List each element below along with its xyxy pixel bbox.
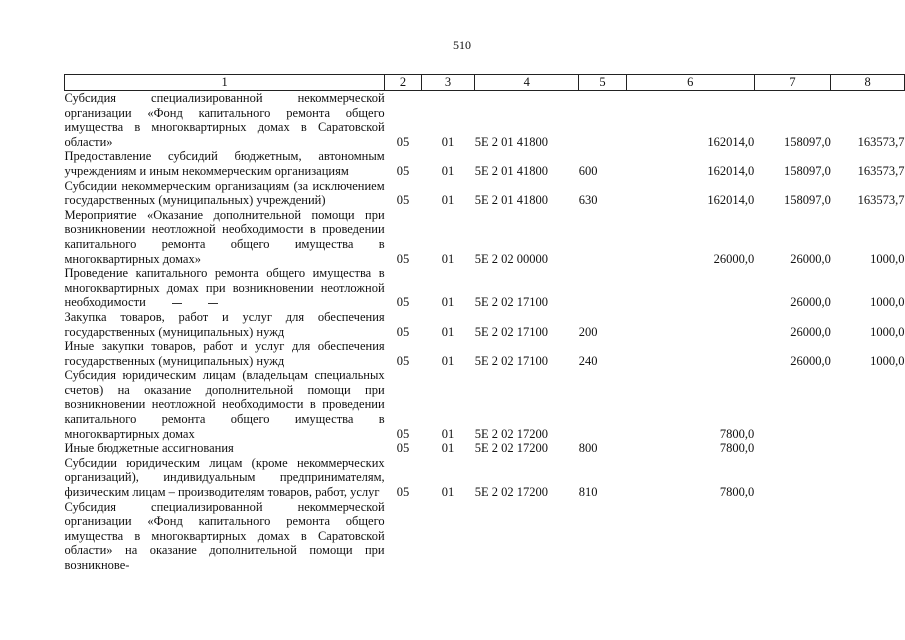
row-value-col7: 26000,0 bbox=[790, 295, 831, 310]
table-row bbox=[65, 91, 905, 150]
row-section: 05 bbox=[396, 353, 410, 368]
row-name-text: Проведение капитального ремонта общего имущества в многоквартирных домах при возникновении неотложной необходимости bbox=[64, 266, 385, 310]
row-section bbox=[385, 500, 422, 573]
budget-table bbox=[64, 74, 905, 573]
row-value-col8 bbox=[831, 500, 905, 573]
row-expense-type bbox=[579, 266, 627, 310]
row-name: Иные закупки товаров, работ и услуг для обеспечения государственных (муниципальных) нужд bbox=[64, 339, 385, 368]
row-value-col8: 163573,7 bbox=[857, 163, 905, 178]
column-header: 4 bbox=[475, 75, 579, 91]
row-subsection: 01 bbox=[441, 353, 455, 368]
row-value-col8: 1000,0 bbox=[870, 324, 905, 339]
table-row bbox=[65, 456, 905, 500]
row-name: Субсидии некоммерческим организациям (за исключением государственных (муниципальных) учреждений) bbox=[64, 178, 385, 208]
row-value-col6: 26000,0 bbox=[713, 251, 755, 266]
row-value-col7: 158097,0 bbox=[783, 163, 831, 178]
table-header-row bbox=[65, 75, 905, 91]
table-row bbox=[65, 441, 905, 456]
row-value-col8: 1000,0 bbox=[870, 251, 905, 266]
table-row bbox=[65, 149, 905, 178]
row-name: Предоставление субсидий бюджетным, автономным учреждениям и иным некоммерческим организациям bbox=[64, 149, 385, 178]
row-value-col6: 162014,0 bbox=[707, 134, 755, 149]
column-header: 2 bbox=[385, 75, 422, 91]
row-value-col6: 162014,0 bbox=[707, 193, 755, 208]
row-value-col6: 7800,0 bbox=[719, 485, 755, 500]
row-section: 05 bbox=[396, 485, 410, 500]
row-value-col8: 163573,7 bbox=[857, 134, 905, 149]
row-expense-type: 600 bbox=[578, 163, 598, 178]
row-expense-type: 800 bbox=[578, 441, 598, 456]
table-row bbox=[65, 368, 905, 441]
row-value-col8 bbox=[831, 368, 905, 441]
row-value-col7 bbox=[754, 500, 831, 573]
table-row bbox=[65, 310, 905, 339]
row-target-article: 5Е 2 02 00000 bbox=[474, 251, 548, 266]
row-value-col8: 163573,7 bbox=[857, 193, 905, 208]
row-subsection: 01 bbox=[441, 163, 455, 178]
row-subsection: 01 bbox=[441, 295, 455, 310]
row-value-col7: 26000,0 bbox=[790, 353, 831, 368]
row-value-col6: 7800,0 bbox=[719, 441, 755, 456]
table-row bbox=[65, 179, 905, 208]
row-section: 05 bbox=[396, 441, 410, 456]
row-subsection: 01 bbox=[441, 193, 455, 208]
row-section: 05 bbox=[396, 134, 410, 149]
column-header: 5 bbox=[579, 75, 627, 91]
row-target-article: 5Е 2 02 17200 bbox=[474, 426, 548, 441]
row-target-article: 5Е 2 02 17100 bbox=[474, 353, 548, 368]
row-section: 05 bbox=[396, 193, 410, 208]
row-target-article: 5Е 2 01 41800 bbox=[474, 134, 548, 149]
row-subsection: 01 bbox=[441, 485, 455, 500]
row-value-col6: 162014,0 bbox=[707, 163, 755, 178]
row-target-article: 5Е 2 02 17200 bbox=[474, 485, 548, 500]
row-name: Субсидия специализированной некоммерческой организации «Фонд капитального ремонта общего имущества в многоквартирных домах в Саратовской области» bbox=[64, 91, 385, 149]
row-target-article: 5Е 2 02 17100 bbox=[474, 324, 548, 339]
row-value-col6: 7800,0 bbox=[719, 426, 755, 441]
row-name: Субсидии юридическим лицам (кроме некоммерческих организаций), индивидуальным предпринимателям, физическим лицам – производителям товаров, работ, услуг bbox=[64, 455, 385, 500]
row-name: Закупка товаров, работ и услуг для обеспечения государственных (муниципальных) нужд bbox=[64, 309, 385, 339]
row-expense-type: 630 bbox=[578, 193, 598, 208]
row-value-col6 bbox=[626, 339, 754, 368]
row-section: 05 bbox=[396, 163, 410, 178]
column-header: 7 bbox=[754, 75, 831, 91]
row-target-article: 5Е 2 01 41800 bbox=[474, 163, 548, 178]
row-expense-type: 240 bbox=[578, 353, 598, 368]
row-expense-type bbox=[579, 91, 627, 150]
row-name: Мероприятие «Оказание дополнительной помощи при возникновении неотложной необходимости в проведении капитального ремонта общего имущества в многоквартирных домах» bbox=[64, 207, 385, 266]
row-subsection: 01 bbox=[441, 251, 455, 266]
row-expense-type bbox=[579, 500, 627, 573]
column-header: 3 bbox=[421, 75, 474, 91]
row-value-col8 bbox=[831, 441, 905, 456]
row-value-col6 bbox=[626, 500, 754, 573]
row-subsection: 01 bbox=[441, 134, 455, 149]
row-value-col7: 26000,0 bbox=[790, 251, 831, 266]
row-value-col7 bbox=[754, 456, 831, 500]
row-section: 05 bbox=[396, 426, 410, 441]
row-value-col7: 158097,0 bbox=[783, 193, 831, 208]
dash-mark bbox=[172, 303, 182, 304]
row-target-article: 5Е 2 02 17200 bbox=[474, 441, 548, 456]
row-value-col7: 158097,0 bbox=[783, 134, 831, 149]
row-value-col8: 1000,0 bbox=[870, 353, 905, 368]
row-subsection: 01 bbox=[441, 426, 455, 441]
column-header: 6 bbox=[626, 75, 754, 91]
row-value-col8 bbox=[831, 456, 905, 500]
row-expense-type bbox=[579, 368, 627, 441]
row-name: Субсидия специализированной некоммерческой организации «Фонд капитального ремонта общего имущества в многоквартирных домах в Саратовской области» на оказание дополнительной помощи при возникнове- bbox=[64, 499, 385, 572]
table-row bbox=[65, 208, 905, 266]
row-name bbox=[65, 266, 385, 310]
row-subsection: 01 bbox=[441, 324, 455, 339]
table-row bbox=[65, 500, 905, 573]
row-section: 05 bbox=[396, 251, 410, 266]
table-row bbox=[65, 339, 905, 368]
row-value-col6 bbox=[626, 266, 754, 310]
dash-mark bbox=[208, 303, 218, 304]
row-expense-type bbox=[579, 208, 627, 266]
table-row bbox=[65, 266, 905, 310]
row-subsection bbox=[421, 500, 474, 573]
row-target-article: 5Е 2 02 17100 bbox=[474, 295, 548, 310]
row-expense-type: 200 bbox=[578, 324, 598, 339]
row-value-col7 bbox=[754, 368, 831, 441]
row-subsection: 01 bbox=[441, 441, 455, 456]
column-header: 1 bbox=[65, 75, 385, 91]
row-target-article bbox=[475, 500, 579, 573]
row-value-col7: 26000,0 bbox=[790, 324, 831, 339]
row-expense-type: 810 bbox=[578, 485, 598, 500]
column-header: 8 bbox=[831, 75, 905, 91]
row-target-article: 5Е 2 01 41800 bbox=[474, 193, 548, 208]
row-section: 05 bbox=[396, 295, 410, 310]
row-value-col7 bbox=[754, 441, 831, 456]
table-body bbox=[65, 91, 905, 573]
row-section: 05 bbox=[396, 324, 410, 339]
row-value-col8: 1000,0 bbox=[870, 295, 905, 310]
row-value-col6 bbox=[626, 310, 754, 339]
row-name: Субсидия юридическим лицам (владельцам специальных счетов) на оказание дополнительной помощи при возникновении неотложной необходимости в проведении капитального ремонта общего имущества в многоквартирных домах bbox=[64, 368, 385, 441]
row-name: Иные бюджетные ассигнования bbox=[64, 441, 234, 456]
